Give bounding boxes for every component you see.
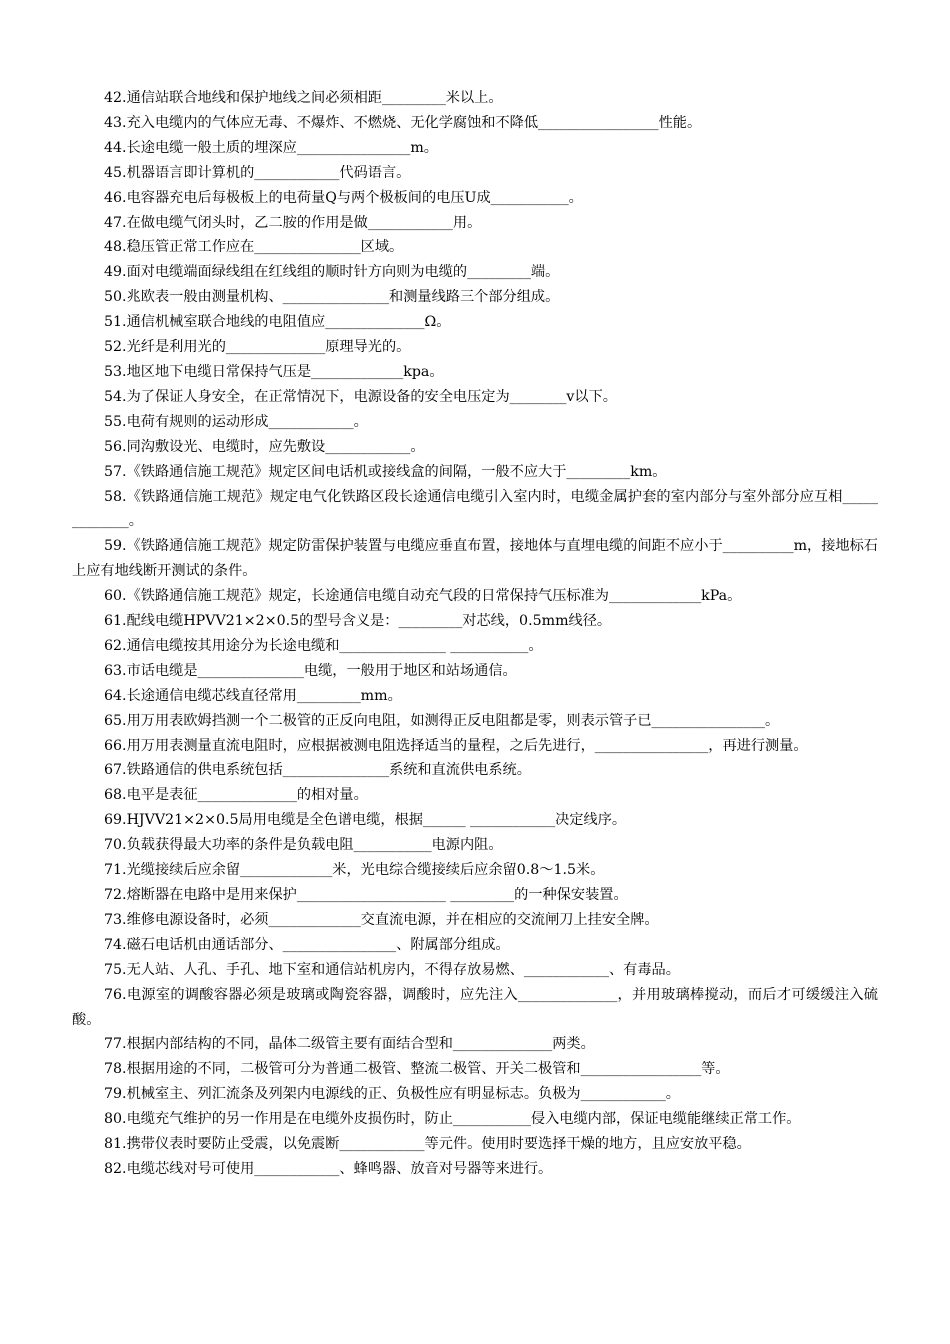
question-58: 58.《铁路通信施工规范》规定电气化铁路区段长途通信电缆引入室内时，电缆金属护套的室内部分与室外部分应互相_____________。	[72, 488, 878, 530]
question-72: 72.熔断器在电路中是用来保护_____________________ _________的一种保安装置。	[104, 887, 628, 903]
question-67: 67.铁路通信的供电系统包括_______________系统和直流供电系统。	[104, 762, 531, 779]
question-64: 64.长途通信电缆芯线直径常用_________mm。	[104, 687, 402, 704]
question-51: 51.通信机械室联合地线的电阻值应______________Ω。	[104, 314, 451, 331]
question-76: 76.电源室的调酸容器必须是玻璃或陶瓷容器，调酸时，应先注入______________，并用玻璃棒搅动，而后才可缓缓注入硫酸。	[72, 986, 878, 1028]
question-80: 80.电缆充气维护的另一作用是在电缆外皮损伤时，防止___________侵入电缆内部，保证电缆能继续正常工作。	[104, 1111, 801, 1128]
question-78: 78.根据用途的不同，二极管可分为普通二极管、整流二极管、开关二极管和_________________等。	[104, 1061, 730, 1078]
question-75: 75.无人站、人孔、手孔、地下室和通信站机房内，不得存放易燃、____________、有毒品。	[104, 961, 680, 978]
question-74: 74.磁石电话机由通话部分、________________、附属部分组成。	[104, 936, 510, 953]
question-79: 79.机械室主、列汇流条及列架内电源线的正、负极性应有明显标志。负极为____________。	[104, 1086, 680, 1103]
question-61: 61.配线电缆HPVV21×2×0.5的型号含义是：_________对芯线，0.5mm线径。	[104, 613, 612, 630]
question-66: 66.用万用表测量直流电阻时，应根据被测电阻选择适当的量程，之后先进行，________________，再进行测量。	[104, 737, 808, 754]
question-63: 63.市话电缆是_______________电缆，一般用于地区和站场通信。	[104, 662, 517, 679]
question-57: 57.《铁路通信施工规范》规定区间电话机或接线盒的间隔，一般不应大于_________km。	[104, 463, 667, 480]
question-60: 60.《铁路通信施工规范》规定，长途通信电缆自动充气段的日常保持气压标准为_____________kPa。	[104, 588, 742, 605]
question-77: 77.根据内部结构的不同，晶体二级管主要有面结合型和______________两类。	[104, 1036, 595, 1053]
question-82: 82.电缆芯线对号可使用____________、蜂鸣器、放音对号器等来进行。	[104, 1160, 553, 1177]
question-44: 44.长途电缆一般土质的埋深应________________m。	[104, 139, 438, 156]
question-70: 70.负载获得最大功率的条件是负载电阻___________电源内阻。	[104, 837, 503, 854]
question-59: 59.《铁路通信施工规范》规定防雷保护装置与电缆应垂直布置，接地体与直埋电缆的间距不应小于__________m，接地标石上应有地线断开测试的条件。	[72, 538, 878, 580]
question-69: 69.HJVV21×2×0.5局用电缆是全色谱电缆，根据______ ____________决定线序。	[104, 812, 627, 829]
question-47: 47.在做电缆气闭头时，乙二胺的作用是做____________用。	[104, 214, 482, 231]
question-53: 53.地区地下电缆日常保持气压是_____________kpa。	[104, 363, 444, 380]
question-49: 49.面对电缆端面绿线组在红线组的顺时针方向则为电缆的_________端。	[104, 264, 560, 281]
question-45: 45.机器语言即计算机的____________代码语言。	[104, 164, 411, 181]
question-62: 62.通信电缆按其用途分为长途电缆和_______________ ___________。	[104, 637, 543, 654]
question-46: 46.电容器充电后每极板上的电荷量Q与两个极板间的电压U成___________。	[104, 189, 583, 206]
question-42: 42.通信站联合地线和保护地线之间必须相距_________米以上。	[104, 90, 503, 106]
question-55: 55.电荷有规则的运动形成____________。	[104, 413, 368, 430]
question-71: 71.光缆接续后应余留_____________米，光电综合缆接续后应余留0.8～1.5米。	[104, 862, 605, 879]
question-65: 65.用万用表欧姆挡测一个二极管的正反向电阻，如测得正反电阻都是零，则表示管子已________________。	[104, 712, 780, 729]
question-48: 48.稳压管正常工作应在_______________区域。	[104, 239, 404, 256]
question-52: 52.光纤是利用光的______________原理导光的。	[104, 339, 411, 356]
question-73: 73.维修电源设备时，必须_____________交直流电源，并在相应的交流闸刀上挂安全牌。	[104, 911, 659, 928]
question-list	[72, 86, 878, 1182]
question-56: 56.同沟敷设光、电缆时，应先敷设____________。	[104, 438, 425, 455]
question-50: 50.兆欧表一般由测量机构、_______________和测量线路三个部分组成。	[104, 289, 560, 306]
question-68: 68.电平是表征______________的相对量。	[104, 787, 368, 804]
question-43: 43.充入电缆内的气体应无毒、不爆炸、不燃烧、无化学腐蚀和不降低_________________性能。	[104, 114, 702, 131]
question-54: 54.为了保证人身安全，在正常情况下，电源设备的安全电压定为________v以下。	[104, 388, 617, 405]
question-81: 81.携带仪表时要防止受震，以免震断____________等元件。使用时要选择干燥的地方，且应安放平稳。	[104, 1136, 751, 1153]
